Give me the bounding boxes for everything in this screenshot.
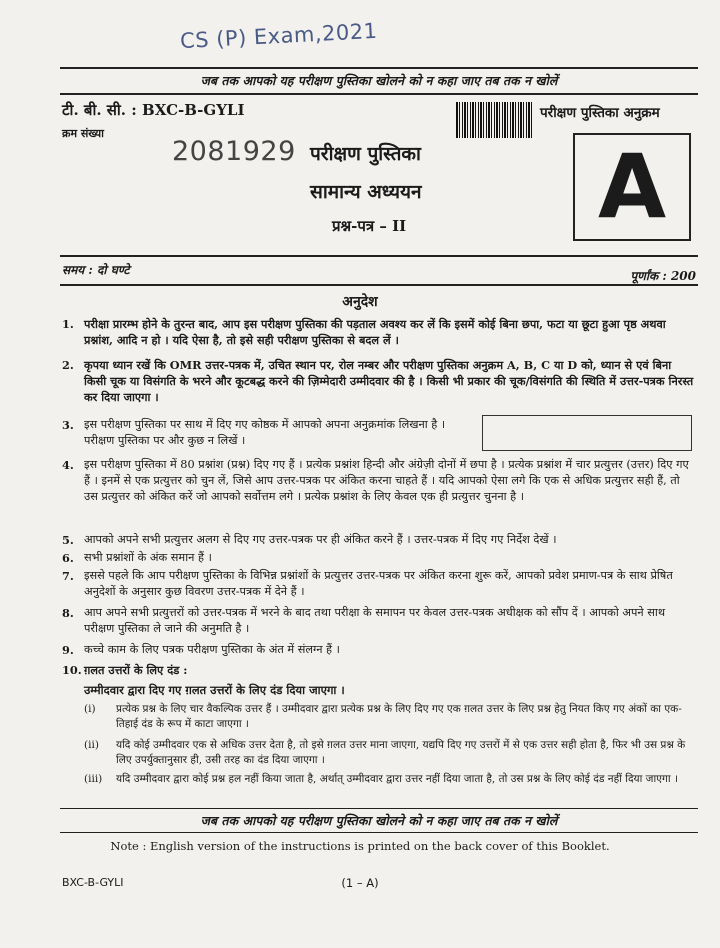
title-booklet: परीक्षण पुस्तिका	[310, 143, 421, 165]
instruction-number: 10.	[62, 663, 82, 677]
instruction-number: 6.	[62, 551, 74, 565]
penalty-item	[84, 772, 694, 787]
instruction-item	[62, 605, 694, 637]
serial-label: क्रम संख्या	[62, 127, 104, 140]
penalty-item	[84, 702, 694, 732]
instruction-text: परीक्षा प्रारम्भ होने के तुरन्त बाद, आप इस परीक्षण पुस्तिका की पड़ताल अवश्य कर लें कि इसमें कोई बिना छपा, फटा या छूटा हुआ पृष्ठ अथवा प्रश्नांश, आदि न हो । यदि ऐसा है, तो इसे सही परीक्षण पुस्तिका से बदल लें ।	[84, 317, 666, 347]
penalty-text: प्रत्येक प्रश्न के लिए चार वैकल्पिक उत्तर हैं । उम्मीदवार द्वारा प्रत्येक प्रश्न के लिए दिए गए एक ग़लत उत्तर के लिए प्रश्न हेतु नियत किए गए अंकों का एक-तिहाई दंड के रूप में काटा जाएगा ।	[116, 703, 682, 730]
english-version-note: Note : English version of the instructions is printed on the back cover of this Booklet.	[110, 839, 610, 853]
instruction-number: 9.	[62, 643, 74, 657]
footer-code: BXC-B-GYLI	[62, 876, 124, 889]
max-marks: पूर्णांक : 200	[630, 269, 696, 283]
bottom-rule	[60, 808, 698, 809]
title-subject: सामान्य अध्ययन	[310, 181, 422, 203]
instruction-item	[62, 316, 694, 348]
instruction-text: इस परीक्षण पुस्तिका पर साथ में दिए गए कोष्ठक में आपको अपना अनुक्रमांक लिखना है । परीक्षण पुस्तिका पर और कुछ न लिखें ।	[84, 418, 446, 447]
instruction-item	[62, 550, 694, 566]
top-rule	[60, 67, 698, 69]
penalty-text: यदि कोई उम्मीदवार एक से अधिक उत्तर देता है, तो इसे ग़लत उत्तर माना जाएगा, यद्यपि दिए गए उत्तरों में से एक उत्तर सही होता है, फिर भी उस प्रश्न के लिए उपर्युक्तानुसार ही, उसी तरह का दंड दिया जाएगा ।	[116, 739, 686, 766]
instruction-text: इस परीक्षण पुस्तिका में 80 प्रश्नांश (प्रश्न) दिए गए हैं । प्रत्येक प्रश्नांश हिन्दी और अंग्रेज़ी दोनों में छपा है । प्रत्येक प्रश्नांश में चार प्रत्युत्तर (उत्तर) दिए गए हैं । इनमें से एक प्रत्युत्तर को चुन लें, जिसे आप उत्तर-पत्रक पर अंकित करना चाहते हैं । यदि आपको ऐसा लगे कि एक से अधिक प्रत्युत्तर सही हैं, तो उस प्रत्युत्तर को अंकित करें जो आपको सर्वोत्तम लगे । प्रत्येक प्रश्नांश के लिए केवल एक ही प्रत्युत्तर चुनना है ।	[84, 458, 689, 503]
instruction-text: आपको अपने सभी प्रत्युत्तर अलग से दिए गए उत्तर-पत्रक पर ही अंकित करने हैं । उत्तर-पत्रक में दिए गए निर्देश देखें ।	[84, 533, 557, 546]
penalty-heading: उम्मीदवार द्वारा दिए गए ग़लत उत्तरों के लिए दंड दिया जाएगा ।	[84, 683, 345, 697]
instruction-item	[62, 532, 694, 548]
instruction-item	[62, 417, 472, 449]
serial-number: 2081929	[172, 136, 296, 167]
instruction-number: 1.	[62, 317, 74, 331]
handwritten-exam-label: CS (P) Exam,2021	[179, 18, 379, 54]
page-number: (1 – A)	[341, 876, 379, 890]
instruction-text: आप अपने सभी प्रत्युत्तरों को उत्तर-पत्रक में भरने के बाद तथा परीक्षा के समापन पर केवल उत्तर-पत्रक अधीक्षक को सौंप दें । आपको अपने साथ परीक्षण पुस्तिका ले जाने की अनुमति है ।	[84, 606, 666, 635]
penalty-number: (i)	[84, 703, 96, 715]
instruction-number: 7.	[62, 569, 74, 583]
instruction-item	[62, 568, 694, 600]
instruction-number: 2.	[62, 358, 74, 372]
header-rule	[60, 255, 698, 257]
instruction-number: 4.	[62, 458, 74, 472]
booklet-series-label: परीक्षण पुस्तिका अनुक्रम	[540, 105, 660, 121]
instruction-text: सभी प्रश्नांशों के अंक समान हैं ।	[84, 551, 212, 564]
bottom-rule-2	[60, 832, 698, 833]
instruction-number: 3.	[62, 418, 74, 432]
penalty-text: यदि उम्मीदवार द्वारा कोई प्रश्न हल नहीं किया जाता है, अर्थात् उम्मीदवार द्वारा उत्तर नहीं दिया जाता है, तो उस प्रश्न के लिए कोई दंड नहीं दिया जाएगा ।	[116, 773, 678, 785]
instruction-item	[62, 662, 694, 678]
instruction-item	[62, 457, 694, 505]
top-rule-2	[60, 93, 698, 95]
bottom-banner: जब तक आपको यह परीक्षण पुस्तिका खोलने को न कहा जाए तब तक न खोलें	[200, 813, 558, 828]
instruction-text: इससे पहले कि आप परीक्षण पुस्तिका के विभिन्न प्रश्नांशों के प्रत्युत्तर उत्तर-पत्रक पर अंकित करना शुरू करें, आपको प्रवेश प्रमाण-पत्र के साथ प्रेषित अनुदेशों के अनुसार कुछ विवरण उत्तर-पत्रक में देने हैं ।	[84, 569, 673, 598]
instruction-item	[62, 357, 694, 405]
header-rule-2	[60, 284, 698, 286]
tbc-code: टी. बी. सी. : BXC-B-GYLI	[62, 101, 245, 119]
instruction-text: कच्चे काम के लिए पत्रक परीक्षण पुस्तिका के अंत में संलग्न हैं ।	[84, 643, 340, 656]
barcode	[456, 102, 532, 138]
top-banner: जब तक आपको यह परीक्षण पुस्तिका खोलने को न कहा जाए तब तक न खोलें	[200, 73, 558, 88]
instruction-text: कृपया ध्यान रखें कि OMR उत्तर-पत्रक में, उचित स्थान पर, रोल नम्बर और परीक्षण पुस्तिका अनुक्रम A, B, C या D को, ध्यान से एवं बिना किसी चूक या विसंगति के भरने और कूटबद्ध करने की ज़िम्मेदारी उम्मीदवार की है । किसी भी प्रकार की चूक/विसंगति की स्थिति में उत्तर-पत्रक निरस्त कर दिया जाएगा ।	[84, 358, 694, 404]
instruction-number: 5.	[62, 533, 74, 547]
penalty-number: (ii)	[84, 739, 99, 751]
time-allowed: समय : दो घण्टे	[62, 263, 130, 277]
penalty-item	[84, 738, 694, 768]
series-letter-box: A	[573, 133, 691, 241]
penalty-number: (iii)	[84, 773, 103, 785]
instructions-heading: अनुदेश	[342, 294, 378, 310]
title-paper: प्रश्न-पत्र – II	[332, 217, 407, 235]
roll-number-box[interactable]	[482, 415, 692, 451]
instruction-number: 8.	[62, 606, 74, 620]
instruction-text: ग़लत उत्तरों के लिए दंड :	[84, 663, 188, 677]
instruction-item	[62, 642, 694, 658]
